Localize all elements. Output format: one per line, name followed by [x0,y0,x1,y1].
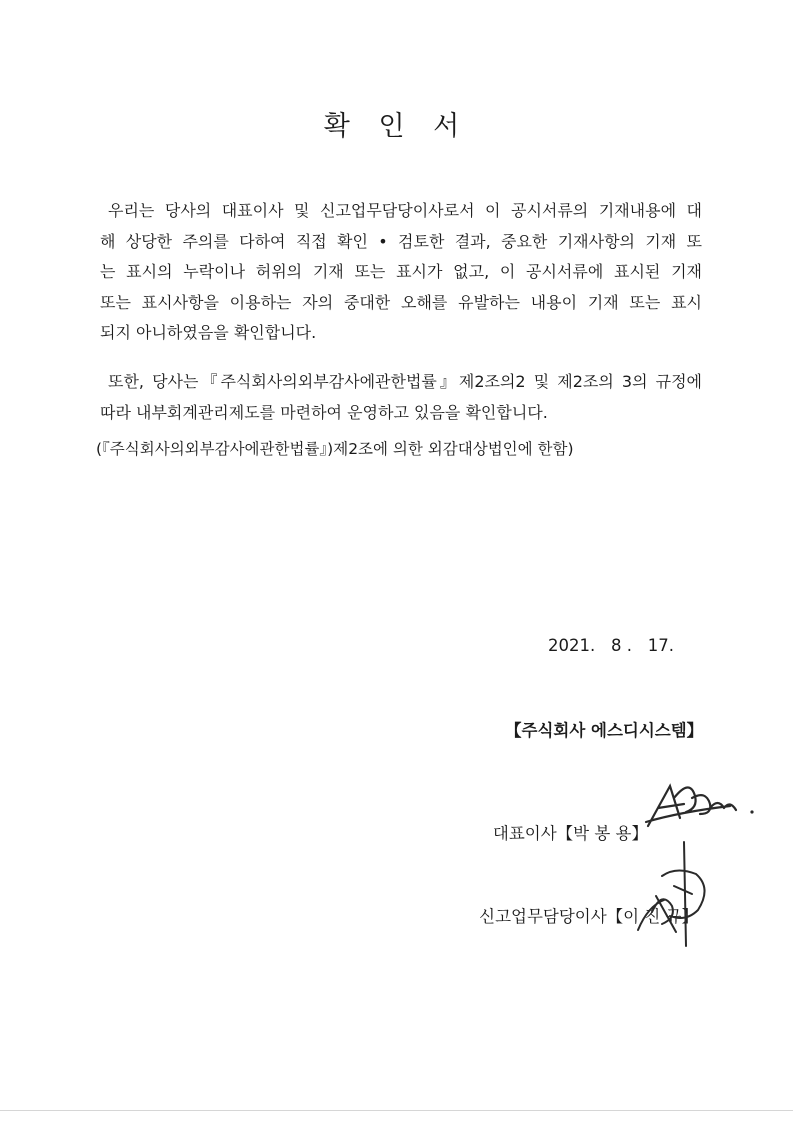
document-date: 2021. 8 . 17. [548,636,674,655]
paragraph-line: 또는 표시사항을 이용하는 자의 중대한 오해를 유발하는 내용이 기재 또는 표시 [100,292,702,312]
paragraph-line: 따라 내부회계관리제도를 마련하여 운영하고 있음을 확인합니다. [100,402,548,422]
paragraph-line: 되지 아니하였음을 확인합니다. [100,323,317,342]
ceo-name: 대표이사【박 봉 용】 [492,824,648,843]
confirmation-paragraph [100,196,702,349]
paragraph-line: 는 표시의 누락이나 허위의 기재 또는 표시가 없고, 이 공시서류에 표시된 기재 [100,262,702,281]
paragraph-line: 또한, 당사는『주식회사의외부감사에관한법률』제2조의2 및 제2조의 3의 규정에 [108,372,702,391]
page-edge-line [0,1110,793,1111]
document-title: 확 인 서 [323,111,470,142]
internal-control-paragraph [100,367,702,428]
company-name: 【주식회사 에스디시스템】 [505,721,704,740]
ceo-signature [640,768,760,838]
officer-signature [616,836,726,956]
scope-note: (『주식회사의외부감사에관한법률』)제2조에 의한 외감대상법인에 한함) [96,440,574,458]
paragraph-line: 해 상당한 주의를 다하여 직접 확인 • 검토한 결과, 중요한 기재사항의 기재 또 [100,231,702,251]
paragraph-line: 우리는 당사의 대표이사 및 신고업무담당이사로서 이 공시서류의 기재내용에 대 [108,201,702,220]
officer-name: 신고업무담당이사【이 진 규】 [479,907,698,926]
